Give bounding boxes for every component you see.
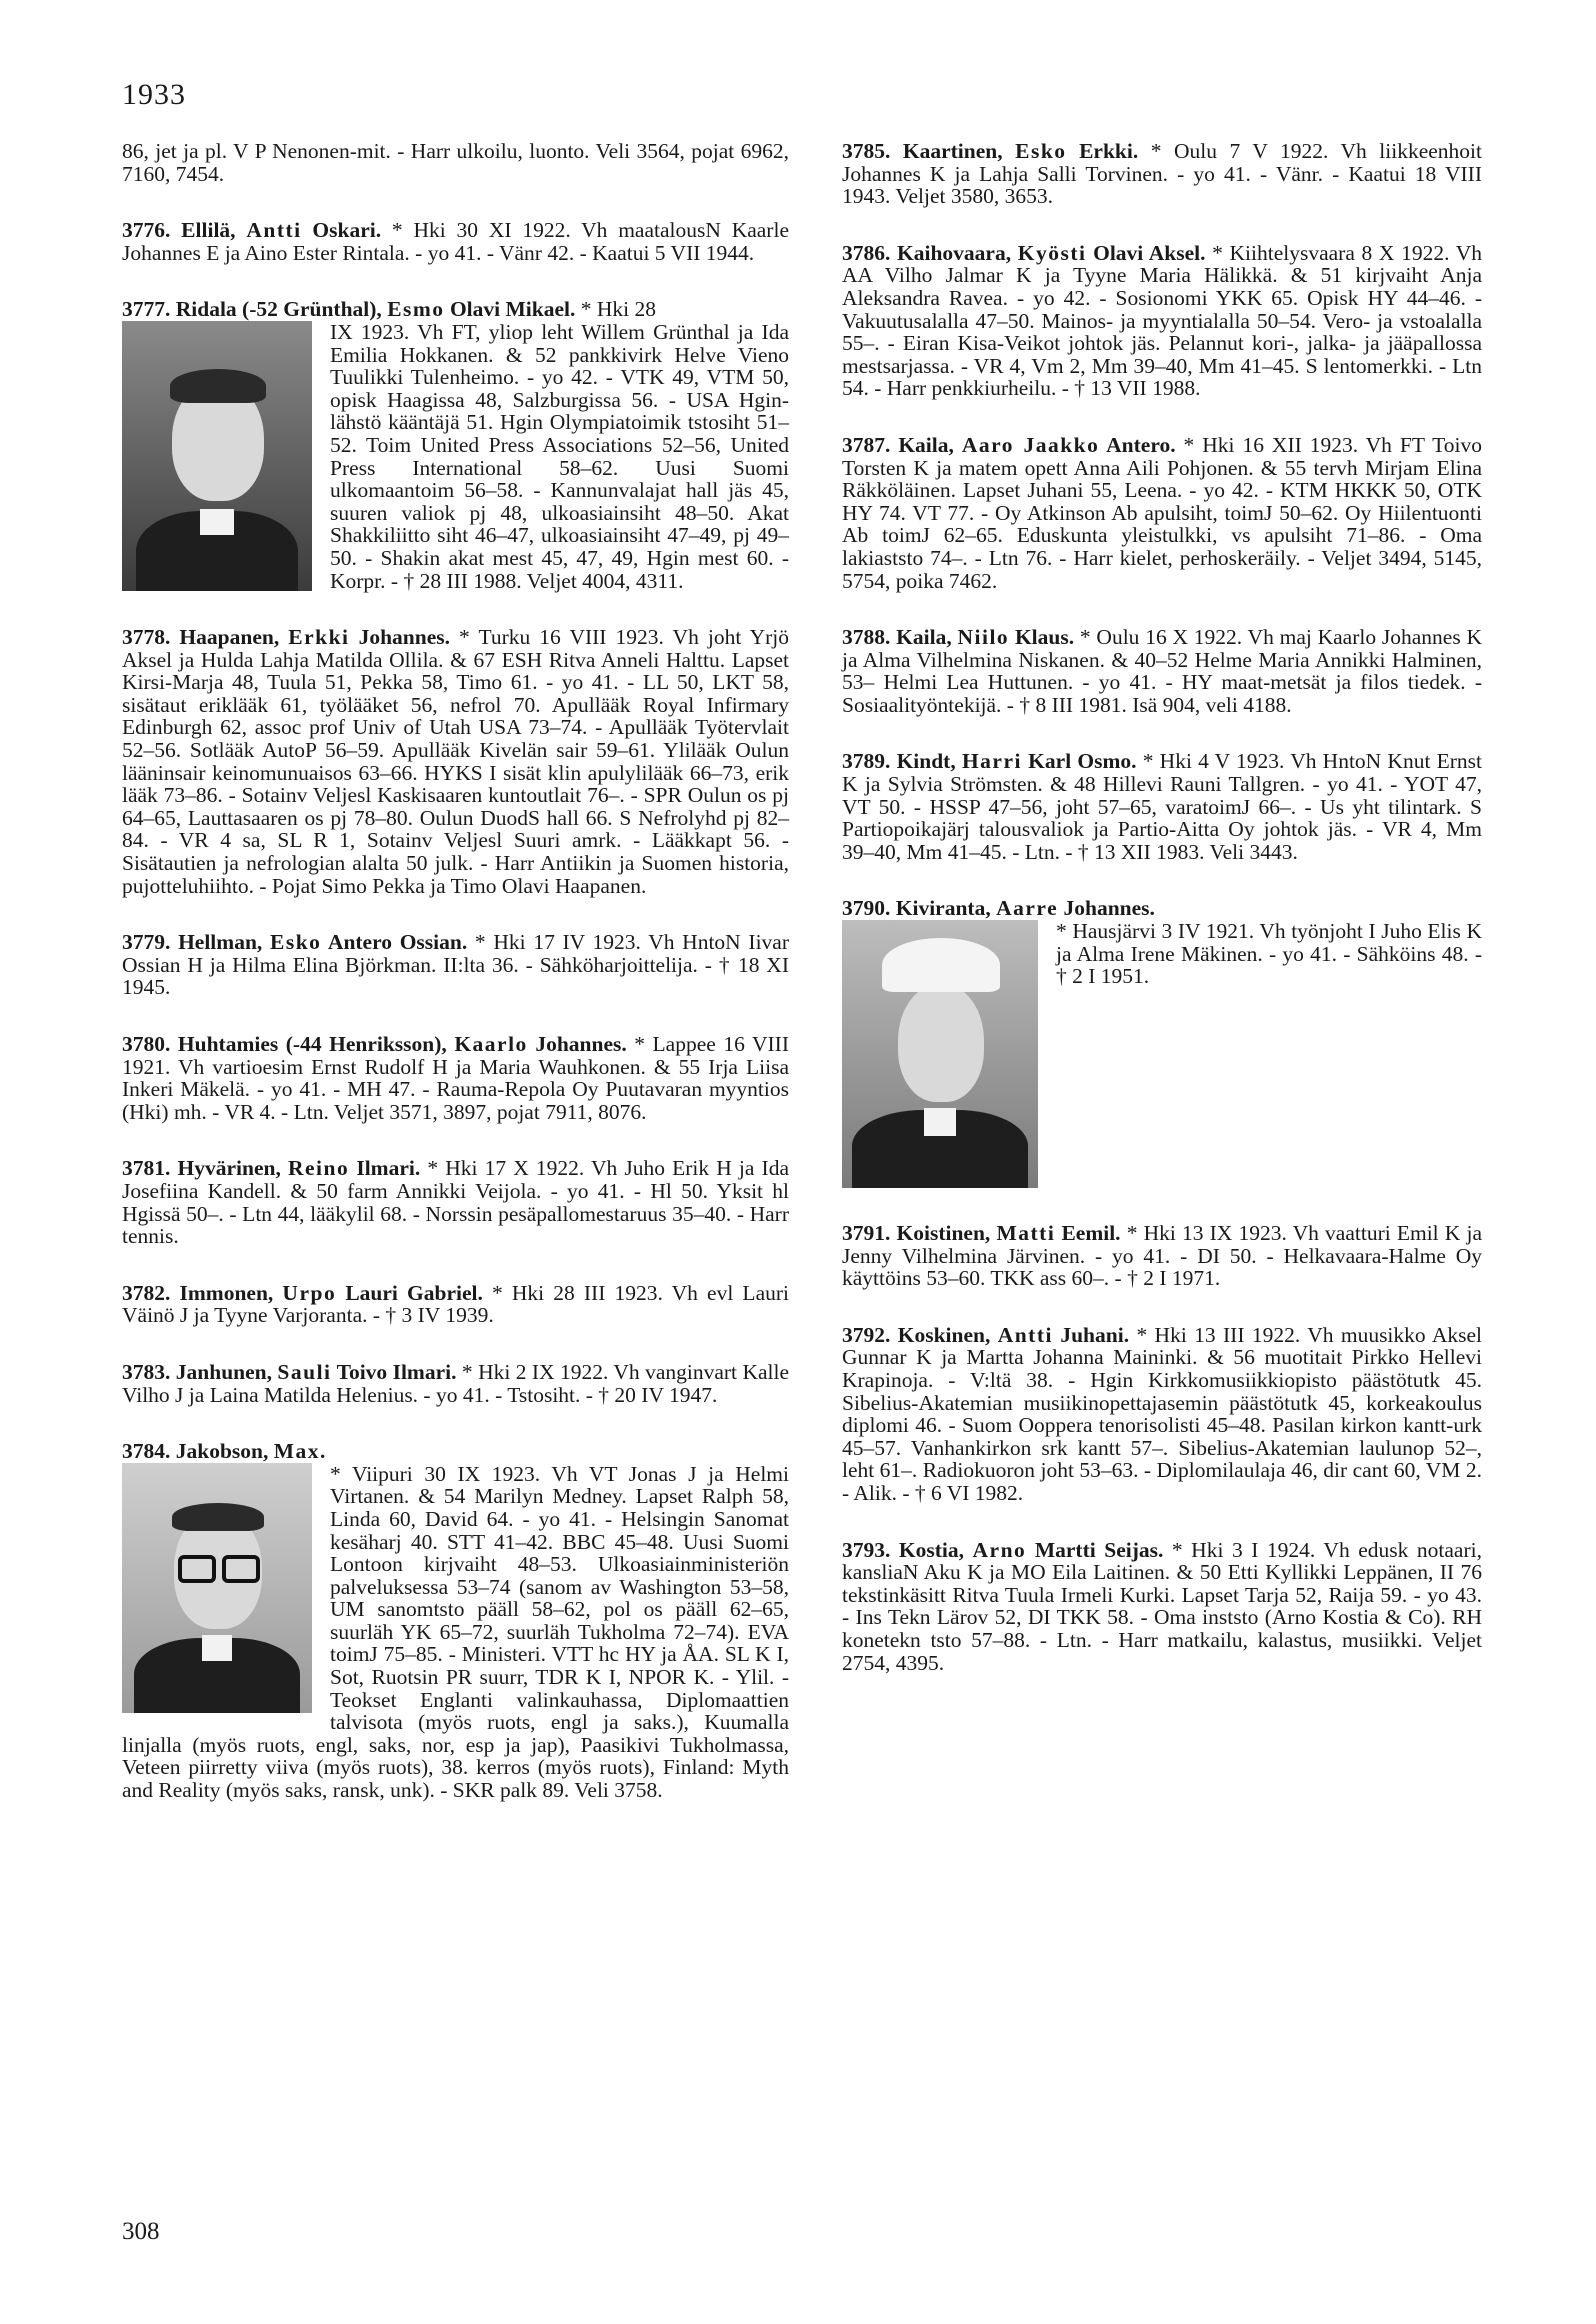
page-number: 308 [122, 2218, 160, 2245]
entry-head: 3779. Hellman, Esko Antero Ossian. [122, 930, 468, 955]
entry-text: * Hki 16 XII 1923. Vh FT Toivo Torsten K ja matem opett Anna Aili Pohjonen. & 55 tervh Mirjam Elina Räkköläinen. Lapset Juhani 55, Leena. - yo 42. - KTM HKKK 50, OTK HY 74. VT 77. - Oy Atkinson Ab apulsiht, toimJ 50–62. Oy Hiilentuonti Ab toimJ 62–65. Eduskunta yleistulkki, vs apulsiht 71–86. - Oma lakiaststo 74–. - Ltn 76. - Harr kielet, perhoskeräily. - Veljet 3494, 5145, 5754, poika 7462. [842, 432, 1482, 593]
entry-text: * Hki 3 I 1924. Vh edusk notaari, kansliaN Aku K ja MO Eila Laitinen. & 50 Etti Kyllikki Leppänen, II 76 tekstinkäsitt Ritva Tuula Irmeli Kurki. Lapset Tarja 52, Raija 59. - yo 43. - Ins Tekn Lärov 52, DI TKK 58. - Oma inststo (Arno Kostia & Co). RH konetekn tsto 57–88. - Ltn. - Harr matkailu, kalastus, musiikki. Veljet 2754, 4395. [842, 1537, 1482, 1675]
entry-3789 [842, 750, 1482, 863]
entry-head: 3778. Haapanen, Erkki Johannes. [122, 625, 450, 650]
entry-head: 3784. Jakobson, Max. [122, 1439, 327, 1464]
entry-head: 3781. Hyvärinen, Reino Ilmari. [122, 1156, 421, 1181]
entry-head: 3792. Koskinen, Antti Juhani. [842, 1322, 1130, 1347]
right-column [842, 140, 1482, 1708]
entry-text: 86, jet ja pl. V P Nenonen-mit. - Harr ulkoilu, luonto. Veli 3564, pojat 6962, 7160, 7454. [122, 139, 789, 186]
portrait-photo-jakobson [122, 1463, 312, 1713]
entry-head: 3791. Koistinen, Matti Eemil. [842, 1221, 1121, 1246]
page-year: 1933 [122, 78, 186, 111]
entry-3780 [122, 1033, 789, 1123]
entry-3782 [122, 1282, 789, 1327]
entry-text: * Hki 28 III 1923. Vh evl Lauri Väinö J ja Tyyne Varjoranta. - † 3 IV 1939. [122, 1280, 789, 1328]
entry-text: * Hausjärvi 3 IV 1921. Vh työnjoht I Juho Elis K ja Alma Irene Mäkinen. - yo 41. - Sähköins 48. - † 2 I 1951. [1056, 919, 1482, 989]
entry-head: 3782. Immonen, Urpo Lauri Gabriel. [122, 1280, 483, 1305]
entry-text: * Hki 2 IX 1922. Vh vanginvart Kalle Vilho J ja Laina Matilda Helenius. - yo 41. - Tstosiht. - † 20 IV 1947. [122, 1359, 790, 1407]
entry-3781 [122, 1157, 789, 1247]
entry-head: 3777. Ridala (-52 Grünthal), Esmo Olavi Mikael. [122, 297, 576, 322]
entry-text: * Hki 17 IV 1923. Vh HntoN Iivar Ossian H ja Hilma Elina Björkman. II:lta 36. - Sähköharjoittelija. - † 18 XI 1945. [122, 930, 789, 1000]
portrait-photo-ridala [122, 321, 312, 591]
entry-text: * Hki 4 V 1923. Vh HntoN Knut Ernst K ja Sylvia Strömsten. & 48 Hillevi Rauni Tallgren. - yo 41. - YOT 47, VT 50. - HSSP 47–56, joht 57–65, varatoimJ 66–. - Us yht tilintark. S Partiopoikajärj talousvaliok ja Partio-Aitta Oy johtok jäs. - VR 4, Mm 39–40, Mm 41–45. - Ltn. - † 13 XII 1983. Veli 3443. [842, 749, 1482, 864]
entry-3777 [122, 298, 789, 592]
entry-text: * Kiihtelysvaara 8 X 1922. Vh AA Vilho Jalmar K ja Tyyne Maria Hälikkä. & 51 kirjvaiht Anja Aleksandra Ravea. - yo 42. - Sosionomi YKK 65. Opisk HY 44–46. - Vakuutusalalla 47–50. Mainos- ja myyntialalla 50–54. Vero- ja vstoalalla 55–. - Eiran Kisa-Veikot johtok jäs. Pelannut kori-, jalka- ja jääpallossa mestsarjassa. - VR 4, Vm 2, Mm 39–40, Mm 41–45. S lentomerkki. - Ltn 54. - Harr penkkiurheilu. - † 13 VII 1988. [842, 240, 1482, 401]
entry-3792 [842, 1324, 1482, 1505]
entry-3776 [122, 219, 789, 264]
entry-text: IX 1923. Vh FT, yliop leht Willem Grünthal ja Ida Emilia Hokkanen. & 52 pankkivirk Helve Vieno Tuulikki Tulenheimo. - yo 42. - VTK 49, VTM 50, opisk Haagissa 48, Salzburgissa 56. - USA Hgin-lähstö kääntäjä 51. Hgin Olympiatoimik tstosiht 51–52. Toim United Press Associations 52–56, United Press International 58–62. Uusi Suomi ulkomaantoim 56–58. - Kannunvalajat hall jäs 45, suuren valiok pj 48, ulkoasiainsiht 48–50. Akat Shakkiliitto siht 46–47, ulkoasiainsiht 47–49, pj 49–50. - Shakin akat mest 45, 47, 49, Hgin mest 60. - Korpr. - † 28 III 1988. Veljet 4004, 4311. [330, 319, 789, 593]
entry-3793 [842, 1539, 1482, 1675]
entry-text: * Oulu 7 V 1922. Vh liikkeenhoit Johannes K ja Lahja Salli Torvinen. - yo 41. - Vänr. - Kaatui 18 VIII 1943. Veljet 3580, 3653. [842, 139, 1482, 209]
entry-text: * Lappee 16 VIII 1921. Vh vartioesim Ernst Rudolf H ja Maria Wauhkonen. & 55 Irja Liisa Inkeri Mäkelä. - yo 41. - MH 47. - Rauma-Repola Oy Puutavaran myyntios (Hki) mh. - VR 4. - Ltn. Veljet 3571, 3897, pojat 7911, 8076. [122, 1032, 789, 1124]
entry-3787 [842, 434, 1482, 592]
entry-head: 3783. Janhunen, Sauli Toivo Ilmari. [122, 1359, 457, 1384]
entry-head: 3786. Kaihovaara, Kyösti Olavi Aksel. [842, 240, 1206, 265]
entry-text: * Hki 17 X 1922. Vh Juho Erik H ja Ida Josefiina Kandell. & 50 farm Annikki Veijola. - yo 41. - Hl 50. Yksit hl Hgissä 50–. - Ltn 44, lääkylil 68. - Norssin pesäpallomestaruus 35–40. - Harr tennis. [122, 1156, 789, 1249]
entry-3779 [122, 931, 789, 999]
entry-3785 [842, 140, 1482, 208]
left-column [122, 140, 789, 1836]
entry-head: 3780. Huhtamies (-44 Henriksson), Kaarlo Johannes. [122, 1032, 627, 1056]
entry-text: * Viipuri 30 IX 1923. Vh VT Jonas J ja Helmi Virtanen. & 54 Marilyn Medney. Lapset Ralph 58, Linda 60, David 64. - yo 41. - Helsingin Sanomat kesäharj 40. STT 41–42. BBC 45–48. Uusi Suomi Lontoon kirjvaiht 48–53. Ulkoasiainministeriön palveluksessa 53–74 (sanom av Washington 53–58, UM sanomtsto pääll 58–62, pol os pääll 62–65, suurläh YK 65–72, suurläh Tukholma 72–74). EVA toimJ 75–85. - Ministeri. VTT hc HY ja ÅA. SL K I, Sot, Ruotsin PR suurr, TDR K I, NPOR K. - Ylil. - Teokset Englanti valinkauhassa, Diplomaattien talvisota (myös ruots, engl ja saks.), Kuumalla linjalla (myös ruots, engl, saks, nor, esp ja jap), Paasikivi Tukholmassa, Veteen piirretty viiva (myös ruots), 38. kerros (myös ruots), Finland: Myth and Reality (myös saks, ransk, unk). - SKR palk 89. Veli 3758. [122, 1461, 789, 1803]
entry-head: 3776. Ellilä, Antti Oskari. [122, 218, 382, 243]
entry-head: 3785. Kaartinen, Esko Erkki. [842, 139, 1139, 163]
entry-3790 [842, 897, 1482, 1192]
entry-3784 [122, 1440, 789, 1802]
entry-3783 [122, 1361, 789, 1406]
entry-head: 3787. Kaila, Aaro Jaakko Antero. [842, 432, 1176, 457]
entry-text: * Hki 13 III 1922. Vh muusikko Aksel Gunnar K ja Martta Johanna Maininki. & 56 muotitait Pirkko Hellevi Krapinoja. - V:ltä 38. - Hgin Kirkkomusiikkiopisto päästötutk 45. Sibelius-Akatemian musiikinopettajasemin päästötutk 45, korkeakoulus diplomi 46. - Suom Ooppera tenorisolisti 45–48. Pasilan kirkon kantt-urk 45–57. Vanhankirkon srk kantt 57–. Sibelius-Akatemian laulunop 52–, leht 61–. Radiokuoron joht 53–63. - Diplomilaulaja 46, dir cant 60, VM 2. - Alik. - † 6 VI 1982. [842, 1322, 1482, 1505]
entry-3778 [122, 626, 789, 897]
entry-text-a: * Hki 28 [575, 297, 656, 322]
portrait-photo-kiviranta [842, 920, 1038, 1188]
entry-head: 3790. Kiviranta, Aarre Johannes. [842, 896, 1155, 921]
entry-3791 [842, 1222, 1482, 1290]
entry-head: 3788. Kaila, Niilo Klaus. [842, 625, 1075, 650]
entry-head: 3793. Kostia, Arno Martti Seijas. [842, 1537, 1164, 1562]
entry-3775-continued [122, 140, 789, 185]
entry-3786 [842, 242, 1482, 400]
entry-text: * Oulu 16 X 1922. Vh maj Kaarlo Johannes K ja Alma Vilhelmina Niskanen. & 40–52 Helme Maria Annikki Halminen, 53– Helmi Lea Huttunen. - yo 41. - HY maat-metsät ja filos tiedek. - Sosiaalityöntekijä. - † 8 III 1981. Isä 904, veli 4188. [842, 625, 1483, 717]
entry-text: * Turku 16 VIII 1923. Vh joht Yrjö Aksel ja Hulda Lahja Matilda Ollila. & 67 ESH Ritva Anneli Halttu. Lapset Kirsi-Marja 48, Tuula 51, Pekka 58, Timo 61. - yo 41. - LL 50, LKT 58, sisätaut eriklääk 61, työlääket 56, nefrol 70. Apullääk Royal Infirmary Edinburgh 62, assoc prof Univ of Utah USA 73–74. - Apullääk Työtervlait 52–56. Sotlääk AutoP 56–59. Apullääk Kivelän sair 59–61. Ylilääk Oulun lääninsair keinomunuaisos 63–66. HYKS I sisät klin apulylilääk 66–73, erik lääk 73–86. - Sotainv Veljesl Kaskisaaren kuntoutlait 76–. - SPR Oulun os pj 64–65, Lauttasaaren os pj 78–80. Oulun DuodS hall 66. S Nefrolyhd pj 82–84. - VR 4 sa, SL R 1, Sotainv Veljesl Suuri amrk. - Lääkkapt 56. - Sisätautien ja nefrologian alalta 50 julk. - Harr Antiikin ja Suomen historia, pujotteluhiihto. - Pojat Simo Pekka ja Timo Olavi Haapanen. [122, 625, 789, 898]
entry-head: 3789. Kindt, Harri Karl Osmo. [842, 749, 1137, 774]
entry-3788 [842, 626, 1482, 716]
entry-text: * Hki 30 XI 1922. Vh maatalousN Kaarle Johannes E ja Aino Ester Rintala. - yo 41. - Vänr 42. - Kaatui 5 VII 1944. [122, 218, 789, 265]
entry-text: * Hki 13 IX 1923. Vh vaatturi Emil K ja Jenny Vilhelmina Järvinen. - yo 41. - DI 50. - Helkavaara-Halme Oy käyttöins 53–60. TKK ass 60–. - † 2 I 1971. [842, 1221, 1482, 1291]
